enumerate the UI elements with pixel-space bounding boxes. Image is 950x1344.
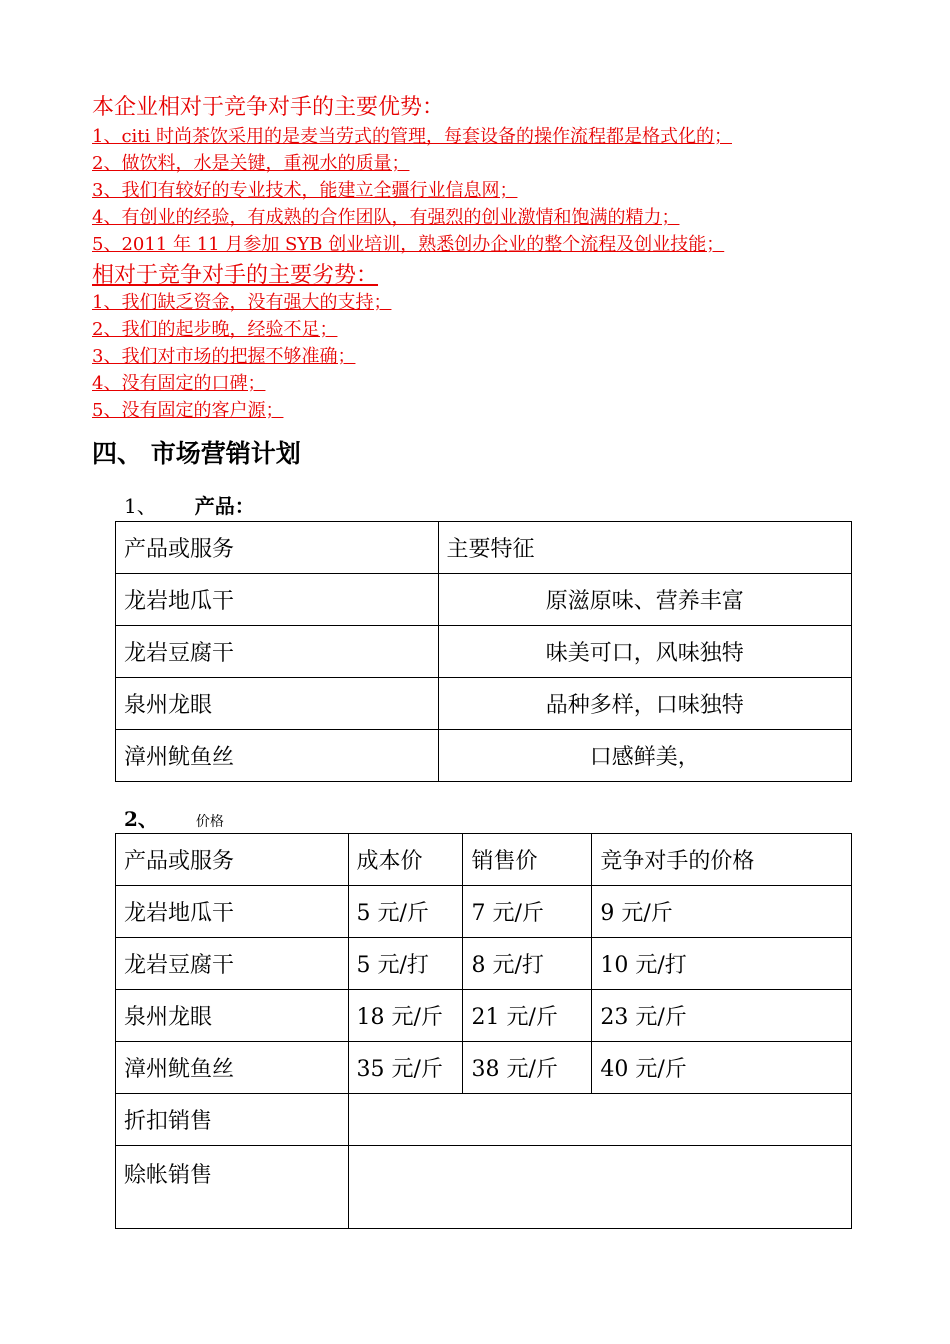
products-table <box>115 521 852 782</box>
products-label: 产品： <box>194 494 255 518</box>
table-cell: 7 元/斤 <box>463 886 592 938</box>
table-cell: 龙岩地瓜干 <box>116 574 439 626</box>
table-cell: 龙岩地瓜干 <box>116 886 349 938</box>
advantage-item: 5、2011 年 11 月参加 SYB 创业培训，熟悉创办企业的整个流程及创业技能； <box>92 234 725 255</box>
table-row <box>116 1042 852 1094</box>
table-row <box>116 678 852 730</box>
credit-sales-label: 赊帐销售 <box>116 1146 349 1229</box>
table-cell: 5 元/斤 <box>348 886 463 938</box>
table-cell: 龙岩豆腐干 <box>116 938 349 990</box>
table-cell: 品种多样，口味独特 <box>438 678 852 730</box>
table-header-cell: 竞争对手的价格 <box>592 834 852 886</box>
pricing-label: 价格 <box>195 814 224 830</box>
table-cell: 18 元/斤 <box>348 990 463 1042</box>
table-cell: 38 元/斤 <box>463 1042 592 1094</box>
disadvantage-item: 2、我们的起步晚，经验不足； <box>92 319 338 340</box>
table-cell: 味美可口，风味独特 <box>438 626 852 678</box>
discount-sales-value <box>348 1094 851 1146</box>
table-cell: 8 元/打 <box>463 938 592 990</box>
table-cell: 10 元/打 <box>592 938 852 990</box>
table-cell: 40 元/斤 <box>592 1042 852 1094</box>
table-row <box>116 574 852 626</box>
table-row <box>116 730 852 782</box>
credit-sales-value <box>348 1146 851 1229</box>
table-cell: 原滋原味、营养丰富 <box>438 574 852 626</box>
pricing-table <box>115 833 852 1229</box>
table-cell: 口感鲜美， <box>438 730 852 782</box>
advantage-item: 3、我们有较好的专业技术，能建立全疆行业信息网； <box>92 180 518 201</box>
table-cell: 漳州鱿鱼丝 <box>116 1042 349 1094</box>
table-cell: 漳州鱿鱼丝 <box>116 730 439 782</box>
disadvantages-title: 相对于竞争对手的主要劣势： <box>92 263 379 288</box>
table-row <box>116 990 852 1042</box>
table-row <box>116 834 852 886</box>
table-row <box>116 626 852 678</box>
advantage-item: 4、有创业的经验，有成熟的合作团队，有强烈的创业激情和饱满的精力； <box>92 207 680 228</box>
table-header-cell: 产品或服务 <box>116 522 439 574</box>
advantage-item: 1、citi 时尚茶饮采用的是麦当劳式的管理，每套设备的操作流程都是格式化的； <box>92 126 732 147</box>
disadvantage-item: 4、没有固定的口碑； <box>92 373 266 394</box>
table-cell: 泉州龙眼 <box>116 990 349 1042</box>
table-cell: 21 元/斤 <box>463 990 592 1042</box>
table-cell: 5 元/打 <box>348 938 463 990</box>
disadvantage-item: 1、我们缺乏资金，没有强大的支持； <box>92 292 392 313</box>
table-header-cell: 产品或服务 <box>116 834 349 886</box>
disadvantage-item: 5、没有固定的客户源； <box>92 400 284 421</box>
table-header-cell: 销售价 <box>463 834 592 886</box>
advantages-title: 本企业相对于竞争对手的主要优势： <box>92 95 445 120</box>
table-cell: 泉州龙眼 <box>116 678 439 730</box>
table-row <box>116 1146 852 1229</box>
discount-sales-label: 折扣销售 <box>116 1094 349 1146</box>
table-header-cell: 主要特征 <box>438 522 852 574</box>
pricing-number: 2、 <box>124 807 158 831</box>
products-subheading <box>124 490 255 519</box>
products-number: 1、 <box>124 494 157 518</box>
table-row <box>116 1094 852 1146</box>
advantage-item: 2、做饮料，水是关键，重视水的质量； <box>92 153 410 174</box>
table-row <box>116 522 852 574</box>
table-cell: 龙岩豆腐干 <box>116 626 439 678</box>
table-row <box>116 938 852 990</box>
table-cell: 23 元/斤 <box>592 990 852 1042</box>
disadvantage-item: 3、我们对市场的把握不够准确； <box>92 346 356 367</box>
pricing-subheading <box>124 803 224 832</box>
table-header-cell: 成本价 <box>348 834 463 886</box>
table-row <box>116 886 852 938</box>
table-cell: 35 元/斤 <box>348 1042 463 1094</box>
section-heading: 四、 市场营销计划 <box>92 439 301 468</box>
table-cell: 9 元/斤 <box>592 886 852 938</box>
